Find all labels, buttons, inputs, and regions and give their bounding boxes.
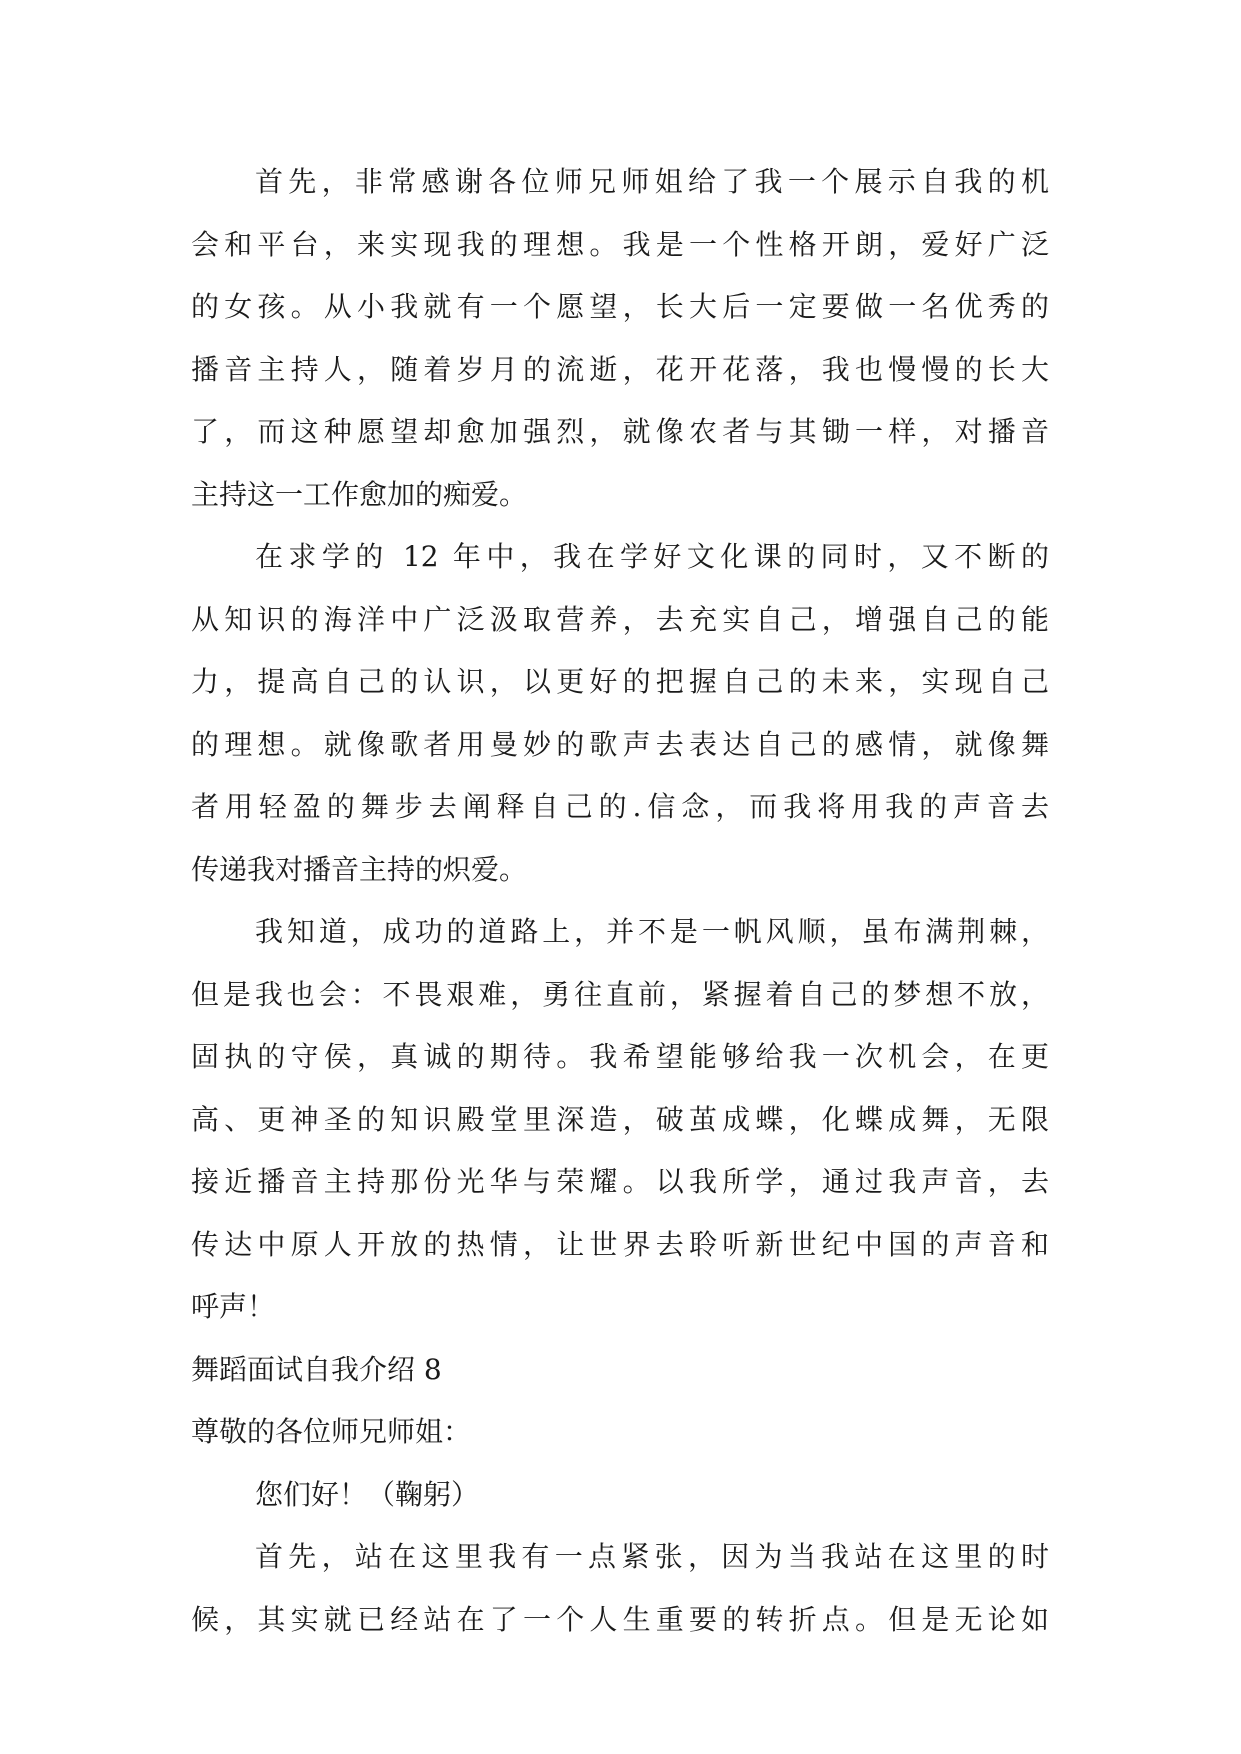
salutation: 尊敬的各位师兄师姐： (191, 1415, 472, 1448)
paragraph-1-line-5: 了，而这种愿望却愈加强烈，就像农者与其锄一样，对播音 (191, 415, 1049, 448)
paragraph-2-line-2: 从知识的海洋中广泛汲取营养，去充实自己，增强自己的能 (191, 602, 1049, 636)
paragraph-3-line-2: 但是我也会：不畏艰难，勇往直前，紧握着自己的梦想不放， (191, 977, 1049, 1011)
paragraph-2-line-1: 在求学的 12 年中，我在学好文化课的同时，又不断的 (255, 540, 1049, 573)
section-heading: 舞蹈面试自我介绍 8 (191, 1352, 442, 1386)
greeting: 您们好！（鞠躬） (255, 1477, 480, 1511)
paragraph-3-line-5: 接近播音主持那份光华与荣耀。以我所学，通过我声音，去 (191, 1165, 1049, 1198)
paragraph-1-line-6: 主持这一工作愈加的痴爱。 (191, 477, 528, 511)
paragraph-1-line-1: 首先，非常感谢各位师兄师姐给了我一个展示自我的机 (255, 165, 1049, 198)
paragraph-2-line-5: 者用轻盈的舞步去阐释自己的.信念，而我将用我的声音去 (191, 790, 1049, 823)
paragraph-4-line-2: 候，其实就已经站在了一个人生重要的转折点。但是无论如 (191, 1602, 1049, 1636)
paragraph-2-line-4: 的理想。就像歌者用曼妙的歌声去表达自己的感情，就像舞 (191, 727, 1049, 761)
paragraph-1-line-4: 播音主持人，随着岁月的流逝，花开花落，我也慢慢的长大 (191, 352, 1049, 386)
document-body (191, 164, 1049, 1664)
paragraph-2-line-6: 传递我对播音主持的炽爱。 (191, 852, 528, 886)
paragraph-1-line-3: 的女孩。从小我就有一个愿望，长大后一定要做一名优秀的 (191, 290, 1049, 323)
paragraph-3-line-1: 我知道，成功的道路上，并不是一帆风顺，虽布满荆棘， (255, 915, 1049, 948)
paragraph-4-line-1: 首先，站在这里我有一点紧张，因为当我站在这里的时 (255, 1540, 1049, 1573)
paragraph-3-line-7: 呼声！ (191, 1290, 276, 1323)
paragraph-3-line-4: 高、更神圣的知识殿堂里深造，破茧成蝶，化蝶成舞，无限 (191, 1102, 1049, 1136)
paragraph-3-line-6: 传达中原人开放的热情，让世界去聆听新世纪中国的声音和 (191, 1227, 1049, 1261)
paragraph-1-line-2: 会和平台，来实现我的理想。我是一个性格开朗，爱好广泛 (191, 227, 1049, 261)
paragraph-2-line-3: 力，提高自己的认识，以更好的把握自己的未来，实现自己 (191, 665, 1049, 698)
paragraph-3-line-3: 固执的守侯，真诚的期待。我希望能够给我一次机会，在更 (191, 1040, 1049, 1073)
